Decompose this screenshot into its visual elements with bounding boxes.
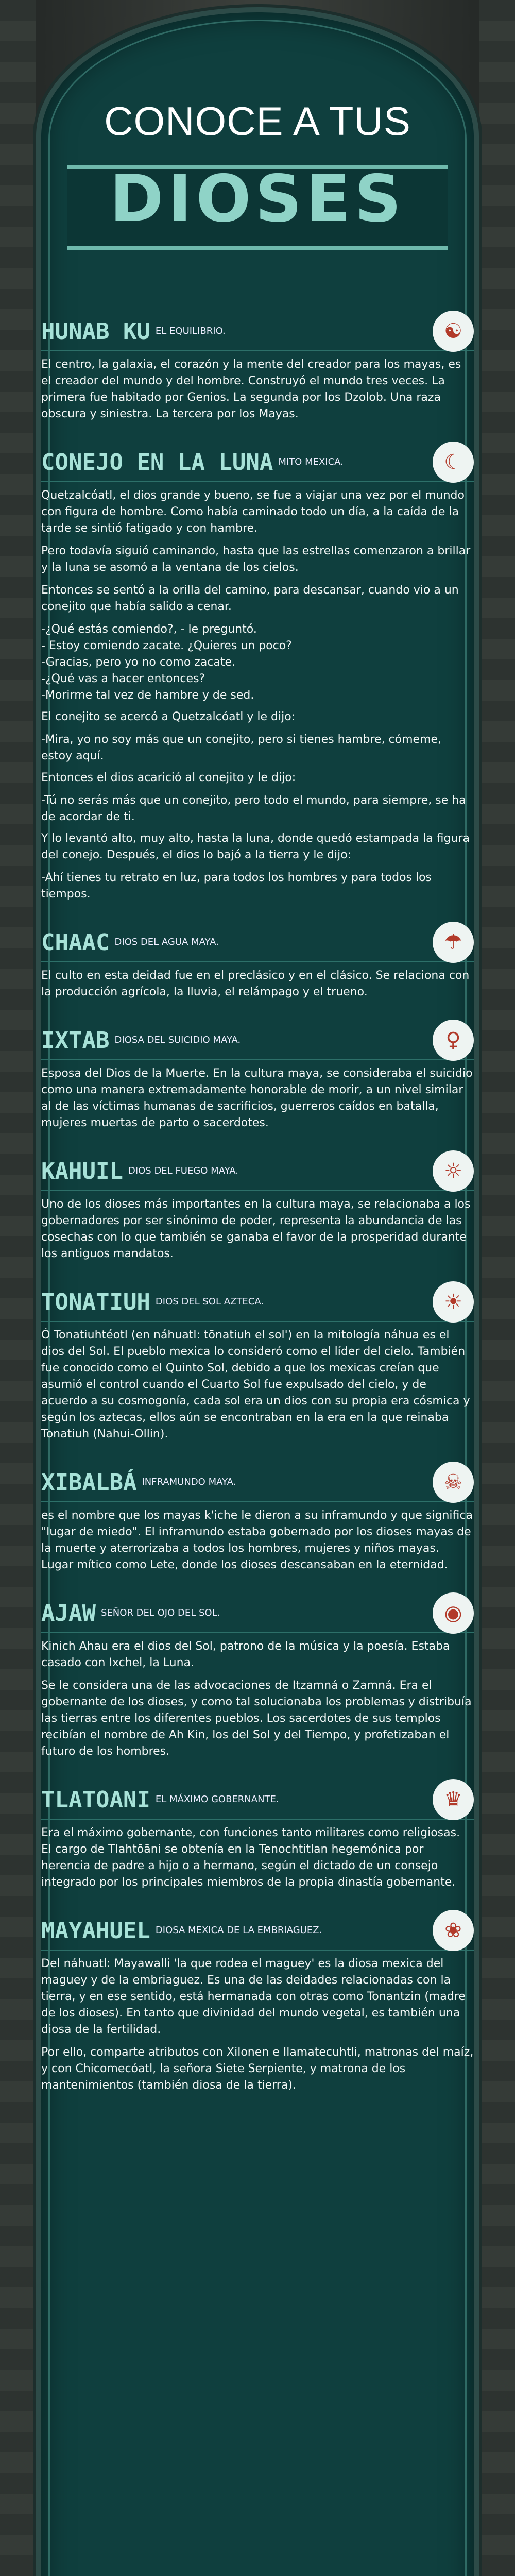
god-name: TLATOANI [41, 1786, 150, 1813]
god-description: INFRAMUNDO MAYA. [142, 1477, 236, 1487]
god-name: XIBALBÁ [41, 1469, 137, 1496]
god-paragraph: -Mira, yo no soy más que un conejito, pero si tienes hambre, cómeme, estoy aquí. [41, 733, 442, 762]
god-description: DIOS DEL AGUA MAYA. [114, 937, 219, 947]
god-description: EL EQUILIBRIO. [155, 326, 226, 336]
god-description: DIOSA DEL SUICIDIO MAYA. [114, 1035, 241, 1045]
god-paragraph: El conejito se acercó a Quetzalcóatl y le dijo: [41, 710, 296, 723]
god-name: CONEJO EN LA LUNA [41, 449, 273, 476]
god-paragraph: -¿Qué estás comiendo?, - le preguntó. [41, 623, 257, 636]
god-paragraph: Pero todavía siguió caminando, hasta que las estrellas comenzaron a brillar y la luna se asomó a la ventana de los cielos. [41, 545, 471, 574]
god-section [41, 309, 474, 422]
god-paragraph: El culto en esta deidad fue en el preclásico y en el clásico. Se relaciona con la producción agrícola, la lluvia, el relámpago y el trueno. [41, 969, 470, 998]
moon-rabbit-icon: ☾ [433, 442, 474, 483]
god-paragraph: - Estoy comiendo zacate. ¿Quieres un poco? [41, 639, 292, 652]
god-paragraph: Kinich Ahau era el dios del Sol, patrono de la música y la poesía. Estaba casado con Ixchel, la Luna. [41, 1640, 450, 1669]
god-header [41, 1283, 474, 1322]
god-header [41, 1781, 474, 1820]
god-paragraph: -Morirme tal vez de hambre y de sed. [41, 689, 254, 702]
god-paragraph: Uno de los dioses más importantes en la cultura maya, se relacionaba a los gobernadores por ser sinónimo de poder, representa la abundancia de las cosechas con lo que también se ganaba el favor de la prosperidad durante los antiguos mandatos. [41, 1198, 471, 1260]
god-paragraph: Ó Tonatiuhtéotl (en náhuatl: tōnatiuh el sol') en la mitología náhua es el dios del Sol. El pueblo mexica lo consideró como el líder del cielo. También fue conocido como el Quinto Sol, debido a que los mexicas creían que asumió el control cuando el Cuarto Sol fue expulsado del cielo, y de acuerdo a su cosmogonía, cada sol era un dios con su propia era cósmica y según los aztecas, ellos aún se encontraban en la era en la que reinaba Tonatiuh (Nahui-Ollin). [41, 1329, 470, 1440]
god-paragraph: Entonces se sentó a la orilla del camino, para descansar, cuando vio a un conejito que había salido a cenar. [41, 584, 459, 613]
god-header [41, 312, 474, 351]
god-paragraph: -¿Qué vas a hacer entonces? [41, 672, 205, 685]
god-section [41, 440, 474, 903]
god-header [41, 1152, 474, 1191]
god-header [41, 1594, 474, 1633]
god-section [41, 1908, 474, 2094]
god-header [41, 1911, 474, 1951]
god-paragraph: Era el máximo gobernante, con funciones tanto militares como religiosas. El cargo de Tlahtōāni se obtenía en la Tenochtitlan hegemónica por herencia de padre a hijo o a hermano, según el dictado de un consejo integrado por los principales miembros de la propia dinastía gobernante. [41, 1826, 460, 1889]
underworld-icon: ☠ [433, 1462, 474, 1503]
god-name: KAHUIL [41, 1158, 123, 1184]
right-stone-border [479, 0, 515, 2576]
god-header [41, 1021, 474, 1060]
god-section [41, 1280, 474, 1443]
left-stone-border [0, 0, 36, 2576]
maguey-goddess-icon: ❀ [433, 1910, 474, 1951]
god-name: IXTAB [41, 1027, 110, 1054]
ruler-icon: ♛ [433, 1779, 474, 1820]
god-description: DIOSA MEXICA DE LA EMBRIAGUEZ. [155, 1925, 322, 1936]
sun-eye-icon: ◉ [433, 1592, 474, 1634]
god-paragraph: -Gracias, pero yo no como zacate. [41, 656, 236, 669]
yin-yang-icon: ☯ [433, 311, 474, 352]
god-name: TONATIUH [41, 1289, 150, 1315]
god-section [41, 1149, 474, 1262]
god-description: DIOS DEL SOL AZTECA. [155, 1296, 264, 1307]
god-paragraph: Esposa del Dios de la Muerte. En la cultura maya, se consideraba el suicidio como una manera extremadamente honorable de morir, a un nivel similar al de las víctimas humanas de sacrificios, guerreros caídos en batalla, mujeres muertas de parto o sacerdotes. [41, 1067, 473, 1129]
god-paragraph: Y lo levantó alto, muy alto, hasta la luna, donde quedó estampada la figura del conejo. Después, el dios lo bajó a la tierra y le dijo: [41, 832, 470, 861]
god-paragraph: -Ahí tienes tu retrato en luz, para todos los hombres y para todos los tiempos. [41, 871, 432, 901]
god-description: DIOS DEL FUEGO MAYA. [128, 1165, 238, 1176]
god-paragraph: -Tú no serás más que un conejito, pero todo el mundo, para siempre, se ha de acordar de ti. [41, 794, 466, 823]
god-section [41, 1777, 474, 1891]
fire-god-icon: ☼ [433, 1150, 474, 1192]
god-name: AJAW [41, 1600, 96, 1626]
god-description: EL MÁXIMO GOBERNANTE. [155, 1794, 279, 1805]
god-description: MITO MEXICA. [278, 456, 344, 467]
god-section [41, 1591, 474, 1760]
god-paragraph: Quetzalcóatl, el dios grande y bueno, se fue a viajar una vez por el mundo con figura de hombre. Como había caminado todo un día, a la caída de la tarde se sintió fatigado y con hambre. [41, 489, 465, 535]
sun-god-icon: ☀ [433, 1281, 474, 1323]
god-paragraph: Se le considera una de las advocaciones de Itzamná o Zamná. Era el gobernante de los dioses, y como tal solucionaba los problemas y distribuía las tierras entre los diferentes pueblos. Los sacerdotes de sus templos recibían el nombre de Ah Kin, los del Sol y del Tiempo, y profetizaban el futuro de los hombres. [41, 1679, 472, 1758]
god-section [41, 920, 474, 1001]
header-subtitle: DIOSES [109, 161, 406, 236]
god-paragraph: Del náhuatl: Mayawalli 'la que rodea el maguey' es la diosa mexica del maguey y de la embriaguez. Es una de las deidades relacionadas con la tierra, y en ese sentido, está hermanada con otras como Tonantzin (madre de los dioses). En tanto que divinidad del mundo vegetal, es también una diosa de la fertilidad. [41, 1957, 466, 2036]
god-name: MAYAHUEL [41, 1917, 150, 1944]
god-paragraph: El centro, la galaxia, el corazón y la mente del creador para los mayas, es el creador del mundo y del hombre. Construyó el mundo tres veces. La primera fue habitado por Genios. La segunda por los Dzolob. Una raza obscura y siniestra. La tercera por los Mayas. [41, 358, 461, 420]
god-header [41, 923, 474, 962]
gods-list [41, 309, 474, 2111]
hanging-goddess-icon: ♀ [433, 1020, 474, 1061]
header-title: CONOCE A TUS [104, 98, 411, 144]
rain-god-icon: ☂ [433, 922, 474, 963]
god-section [41, 1460, 474, 1573]
god-header [41, 443, 474, 482]
god-paragraph: es el nombre que los mayas k'iche le dieron a su inframundo y que significa "lugar de miedo". El inframundo estaba gobernado por los dioses mayas de la muerte y aterrorizaba a todos los hombres, mujeres y niños mayas. Lugar mítico como Lete, donde los dioses descansaban en la eternidad. [41, 1509, 473, 1571]
god-paragraph: Entonces el dios acarició al conejito y le dijo: [41, 771, 296, 784]
god-name: HUNAB KU [41, 318, 150, 345]
god-description: SEÑOR DEL OJO DEL SOL. [100, 1607, 220, 1618]
god-paragraph: Por ello, comparte atributos con Xilonen e Ilamatecuhtli, matronas del maíz, y con Chicomecóatl, la señora Siete Serpiente, y matrona de los mantenimientos (también diosa de la tierra). [41, 2046, 474, 2092]
god-section [41, 1018, 474, 1131]
god-name: CHAAC [41, 929, 110, 956]
god-header [41, 1463, 474, 1502]
